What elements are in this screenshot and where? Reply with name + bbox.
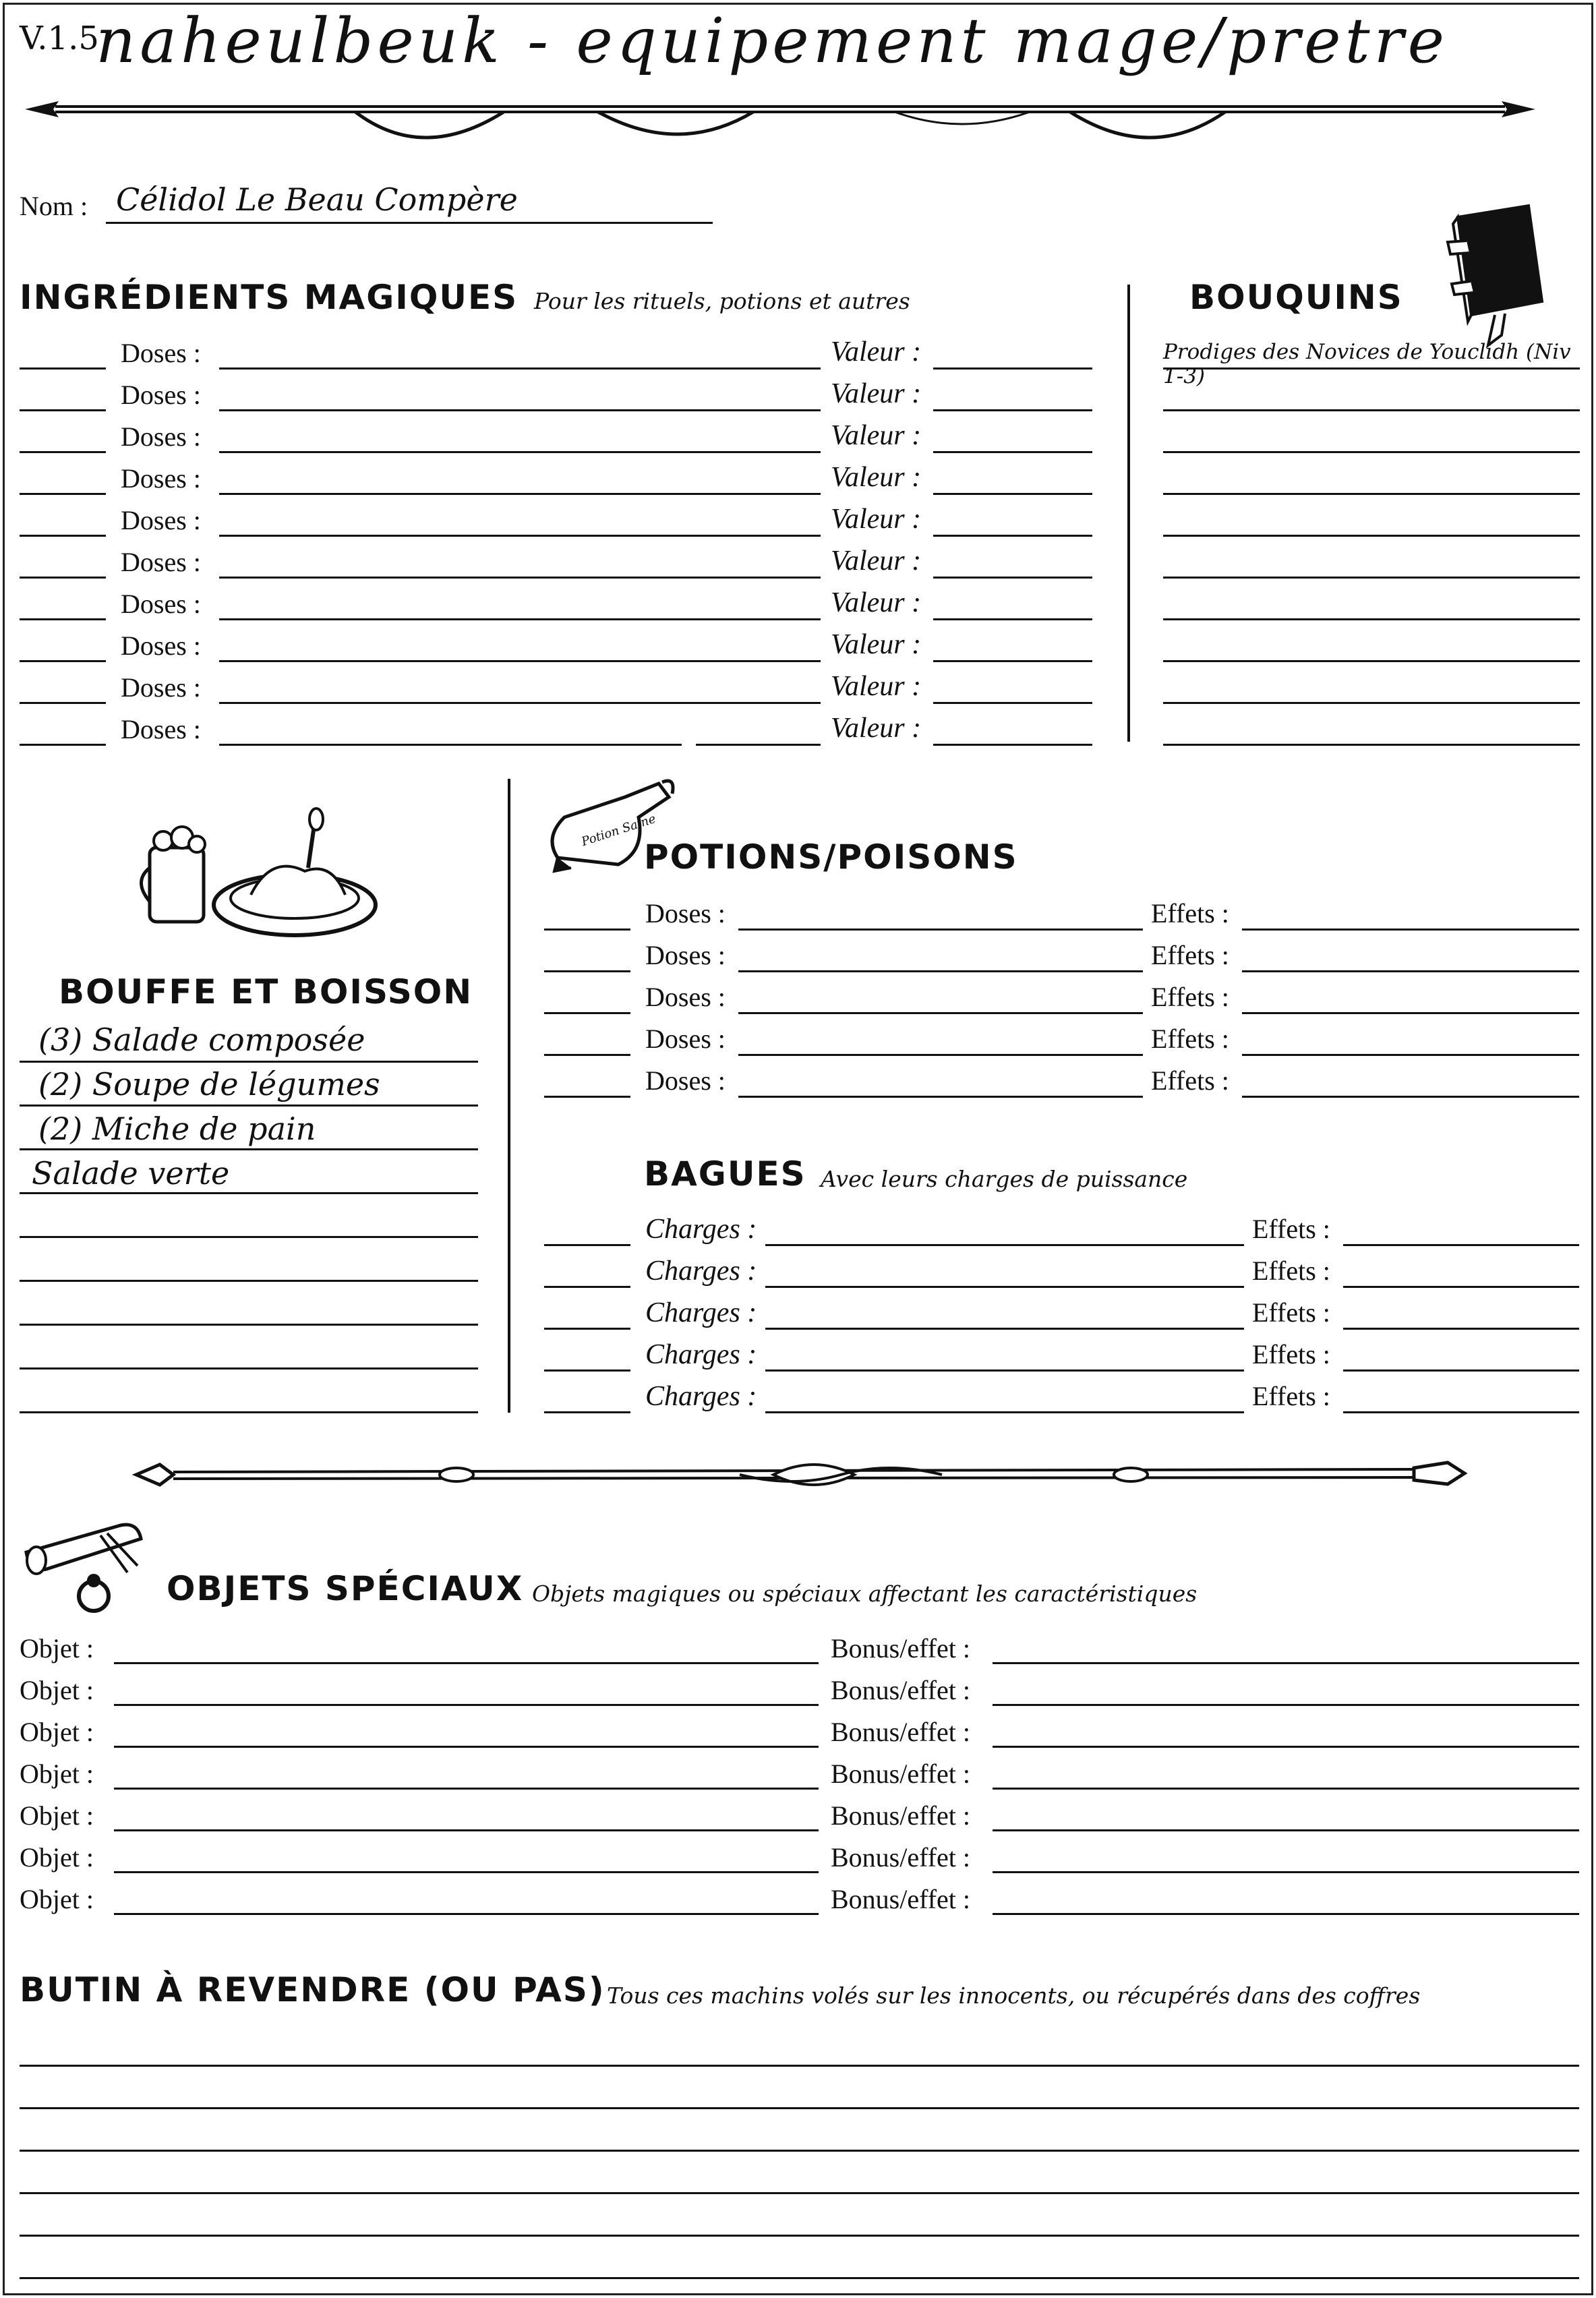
- quantity-blank[interactable]: [544, 929, 630, 931]
- object-label: Objet :: [20, 1884, 94, 1914]
- effect-blank[interactable]: [1242, 1012, 1579, 1014]
- bonus-blank[interactable]: [993, 1829, 1579, 1831]
- doses-label: Doses :: [121, 589, 201, 619]
- quantity-blank[interactable]: [544, 1096, 630, 1098]
- effects-label: Effets :: [1151, 982, 1229, 1012]
- doses-label: Doses :: [121, 338, 201, 368]
- ring-blank[interactable]: [765, 1369, 1244, 1372]
- doses-label: Doses :: [121, 380, 201, 410]
- object-blank[interactable]: [114, 1829, 819, 1831]
- book-line[interactable]: [1163, 409, 1580, 411]
- rings-title: BAGUES: [644, 1154, 806, 1194]
- ingredient-blank[interactable]: [219, 493, 821, 495]
- ingredient-blank[interactable]: [696, 744, 821, 746]
- value-blank[interactable]: [933, 493, 1092, 495]
- ingredients-title: INGRÉDIENTS MAGIQUES: [20, 278, 519, 317]
- value-label: Valeur :: [831, 587, 922, 618]
- potion-blank[interactable]: [738, 1012, 1143, 1014]
- value-blank[interactable]: [933, 451, 1092, 453]
- value-blank[interactable]: [933, 744, 1092, 746]
- effect-blank[interactable]: [1343, 1244, 1579, 1246]
- doses-label: Doses :: [121, 630, 201, 661]
- bonus-blank[interactable]: [993, 1871, 1579, 1873]
- doses-label: Doses :: [121, 505, 201, 535]
- doses-label: Doses :: [645, 898, 726, 929]
- potion-blank[interactable]: [738, 1054, 1143, 1056]
- food-line[interactable]: [20, 1061, 478, 1063]
- quantity-blank[interactable]: [544, 1054, 630, 1056]
- ingredient-blank[interactable]: [219, 702, 821, 704]
- equipment-sheet: [3, 3, 1593, 2295]
- bonus-label: Bonus/effet :: [831, 1842, 971, 1873]
- book-line[interactable]: [1163, 535, 1580, 537]
- food-line[interactable]: [20, 1280, 478, 1282]
- effects-label: Effets :: [1151, 898, 1229, 929]
- effects-label: Effets :: [1151, 940, 1229, 970]
- object-blank[interactable]: [114, 1704, 819, 1706]
- food-line[interactable]: [20, 1411, 478, 1413]
- bonus-blank[interactable]: [993, 1913, 1579, 1915]
- charges-label: Charges :: [645, 1214, 757, 1245]
- effect-blank[interactable]: [1343, 1411, 1579, 1413]
- bonus-blank[interactable]: [993, 1704, 1579, 1706]
- books-title: BOUQUINS: [1189, 278, 1403, 317]
- bonus-blank[interactable]: [993, 1788, 1579, 1790]
- bonus-label: Bonus/effet :: [831, 1884, 971, 1914]
- quantity-blank[interactable]: [544, 1286, 630, 1288]
- loot-line[interactable]: [20, 2065, 1579, 2067]
- potion-blank[interactable]: [738, 970, 1143, 972]
- bonus-label: Bonus/effet :: [831, 1675, 971, 1705]
- potion-blank[interactable]: [738, 929, 1143, 931]
- loot-line[interactable]: [20, 2150, 1579, 2152]
- quantity-blank[interactable]: [20, 660, 106, 662]
- effect-blank[interactable]: [1242, 929, 1579, 931]
- name-label: Nom :: [20, 191, 88, 221]
- bonus-label: Bonus/effet :: [831, 1717, 971, 1747]
- bonus-blank[interactable]: [993, 1662, 1579, 1664]
- ingredient-blank[interactable]: [219, 577, 821, 579]
- food-line[interactable]: [20, 1367, 478, 1369]
- effects-label: Effets :: [1151, 1024, 1229, 1054]
- value-blank[interactable]: [933, 618, 1092, 620]
- object-label: Objet :: [20, 1675, 94, 1705]
- book-line[interactable]: [1163, 618, 1580, 620]
- loot-title: BUTIN À REVENDRE (OU PAS): [20, 1970, 605, 2009]
- doses-label: Doses :: [121, 421, 201, 452]
- bonus-label: Bonus/effet :: [831, 1800, 971, 1831]
- potions-title: POTIONS/POISONS: [644, 837, 1018, 877]
- special-title: OBJETS SPÉCIAUX: [167, 1569, 524, 1608]
- doses-label: Doses :: [645, 940, 726, 970]
- quantity-blank[interactable]: [20, 409, 106, 411]
- ring-blank[interactable]: [765, 1286, 1244, 1288]
- effect-blank[interactable]: [1343, 1286, 1579, 1288]
- quantity-blank[interactable]: [544, 1012, 630, 1014]
- food-divider: [508, 779, 510, 1413]
- book-line[interactable]: [1163, 744, 1580, 746]
- quantity-blank[interactable]: [20, 367, 106, 370]
- staff-divider-icon: [133, 1454, 1468, 1502]
- food-entry[interactable]: Salade verte: [32, 1155, 230, 1191]
- charges-label: Charges :: [645, 1381, 757, 1412]
- potion-bottle-label: Potion Saine: [579, 811, 658, 850]
- doses-label: Doses :: [121, 672, 201, 703]
- doses-label: Doses :: [645, 1065, 726, 1096]
- ring-blank[interactable]: [765, 1328, 1244, 1330]
- quantity-blank[interactable]: [20, 535, 106, 537]
- value-label: Valeur :: [831, 504, 922, 535]
- object-blank[interactable]: [114, 1913, 819, 1915]
- effect-blank[interactable]: [1343, 1328, 1579, 1330]
- loot-line[interactable]: [20, 2277, 1579, 2279]
- page-title: naheulbeuk - equipement mage/pretre: [96, 5, 1449, 77]
- effects-label: Effets :: [1252, 1381, 1330, 1411]
- arrow-divider-icon: [18, 89, 1542, 150]
- value-blank[interactable]: [933, 577, 1092, 579]
- spellbook-icon: [1441, 200, 1556, 349]
- doses-label: Doses :: [121, 463, 201, 494]
- food-line[interactable]: [20, 1148, 478, 1150]
- value-blank[interactable]: [933, 660, 1092, 662]
- loot-line[interactable]: [20, 2235, 1579, 2237]
- quantity-blank[interactable]: [544, 1411, 630, 1413]
- book-line[interactable]: [1163, 451, 1580, 453]
- effects-label: Effets :: [1252, 1297, 1330, 1328]
- value-blank[interactable]: [933, 409, 1092, 411]
- bonus-blank[interactable]: [993, 1746, 1579, 1748]
- bonus-label: Bonus/effet :: [831, 1759, 971, 1789]
- effects-label: Effets :: [1151, 1065, 1229, 1096]
- ingredient-blank[interactable]: [219, 535, 821, 537]
- quantity-blank[interactable]: [544, 1369, 630, 1372]
- value-label: Valeur :: [831, 546, 922, 577]
- value-label: Valeur :: [831, 336, 922, 367]
- object-label: Objet :: [20, 1759, 94, 1789]
- ingredients-subtitle: Pour les rituels, potions et autres: [534, 288, 910, 314]
- object-blank[interactable]: [114, 1746, 819, 1748]
- book-line[interactable]: [1163, 702, 1580, 704]
- book-line[interactable]: [1163, 367, 1580, 370]
- value-label: Valeur :: [831, 462, 922, 493]
- doses-label: Doses :: [121, 714, 201, 744]
- value-blank[interactable]: [933, 702, 1092, 704]
- bonus-label: Bonus/effet :: [831, 1633, 971, 1663]
- doses-label: Doses :: [645, 1024, 726, 1054]
- scroll-ring-icon: [20, 1519, 161, 1620]
- quantity-blank[interactable]: [20, 451, 106, 453]
- food-entry[interactable]: (2) Miche de pain: [38, 1111, 316, 1147]
- effects-label: Effets :: [1252, 1214, 1330, 1244]
- object-label: Objet :: [20, 1842, 94, 1873]
- ingredient-blank[interactable]: [219, 618, 821, 620]
- food-platter-icon: [143, 807, 379, 942]
- effect-blank[interactable]: [1242, 970, 1579, 972]
- ring-blank[interactable]: [765, 1411, 1244, 1413]
- quantity-blank[interactable]: [20, 744, 106, 746]
- book-line[interactable]: [1163, 577, 1580, 579]
- value-label: Valeur :: [831, 378, 922, 409]
- charges-label: Charges :: [645, 1339, 757, 1370]
- value-label: Valeur :: [831, 629, 922, 660]
- version-label: V.1.5: [20, 20, 99, 57]
- special-subtitle: Objets magiques ou spéciaux affectant les caractéristiques: [532, 1581, 1198, 1607]
- book-line[interactable]: [1163, 660, 1580, 662]
- name-line: [106, 222, 713, 224]
- object-blank[interactable]: [114, 1871, 819, 1873]
- potion-blank[interactable]: [738, 1096, 1143, 1098]
- doses-label: Doses :: [645, 982, 726, 1012]
- object-label: Objet :: [20, 1800, 94, 1831]
- value-blank[interactable]: [933, 535, 1092, 537]
- ring-blank[interactable]: [765, 1244, 1244, 1246]
- value-label: Valeur :: [831, 420, 922, 451]
- ingredient-blank[interactable]: [219, 367, 821, 370]
- effect-blank[interactable]: [1343, 1369, 1579, 1372]
- object-blank[interactable]: [114, 1662, 819, 1664]
- quantity-blank[interactable]: [20, 577, 106, 579]
- quantity-blank[interactable]: [544, 1244, 630, 1246]
- loot-subtitle: Tous ces machins volés sur les innocents, ou récupérés dans des coffres: [607, 1982, 1421, 2009]
- name-value[interactable]: Célidol Le Beau Compère: [116, 181, 518, 218]
- food-title: BOUFFE ET BOISSON: [59, 972, 473, 1011]
- charges-label: Charges :: [645, 1297, 757, 1328]
- column-divider: [1127, 285, 1130, 742]
- value-blank[interactable]: [933, 367, 1092, 370]
- book-entry[interactable]: Prodiges des Novices de Youclidh (Niv 1-3): [1163, 340, 1571, 388]
- ingredient-blank[interactable]: [219, 660, 821, 662]
- quantity-blank[interactable]: [20, 493, 106, 495]
- effect-blank[interactable]: [1242, 1054, 1579, 1056]
- ingredient-blank[interactable]: [219, 451, 821, 453]
- food-line[interactable]: [20, 1324, 478, 1326]
- value-label: Valeur :: [831, 671, 922, 702]
- book-line[interactable]: [1163, 493, 1580, 495]
- rings-subtitle: Avec leurs charges de puissance: [821, 1166, 1188, 1192]
- doses-label: Doses :: [121, 547, 201, 577]
- loot-line[interactable]: [20, 2192, 1579, 2194]
- food-line[interactable]: [20, 1104, 478, 1107]
- effects-label: Effets :: [1252, 1256, 1330, 1286]
- food-entry[interactable]: (2) Soupe de légumes: [38, 1066, 380, 1102]
- effects-label: Effets :: [1252, 1339, 1330, 1369]
- object-label: Objet :: [20, 1717, 94, 1747]
- object-label: Objet :: [20, 1633, 94, 1663]
- food-line[interactable]: [20, 1236, 478, 1238]
- charges-label: Charges :: [645, 1256, 757, 1287]
- quantity-blank[interactable]: [544, 1328, 630, 1330]
- quantity-blank[interactable]: [544, 970, 630, 972]
- ingredient-blank[interactable]: [219, 744, 682, 746]
- object-blank[interactable]: [114, 1788, 819, 1790]
- value-label: Valeur :: [831, 713, 922, 744]
- food-line[interactable]: [20, 1192, 478, 1194]
- loot-line[interactable]: [20, 2107, 1579, 2109]
- quantity-blank[interactable]: [20, 618, 106, 620]
- food-entry[interactable]: (3) Salade composée: [38, 1022, 365, 1058]
- effect-blank[interactable]: [1242, 1096, 1579, 1098]
- ingredient-blank[interactable]: [219, 409, 821, 411]
- quantity-blank[interactable]: [20, 702, 106, 704]
